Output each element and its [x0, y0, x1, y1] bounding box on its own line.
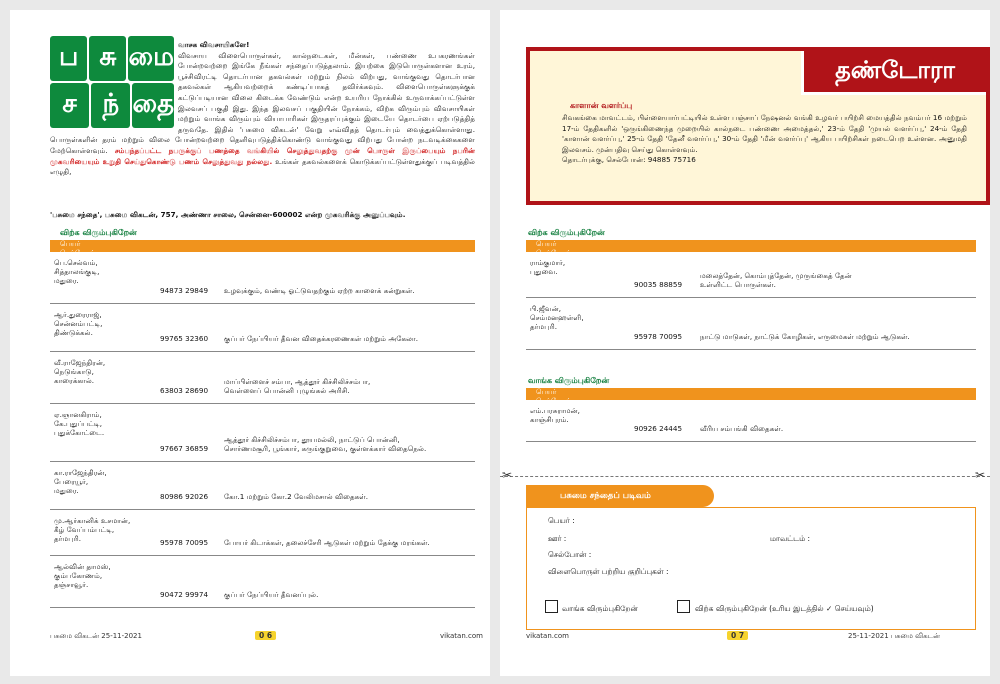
column-header-name: பெயர் — [536, 388, 557, 396]
table-row — [50, 404, 475, 462]
section-heading: வாங்க விரும்புகிறேன் — [528, 376, 610, 385]
seller-name: ஆல்வின் தாமஸ், கும்பகோணம், தஞ்சாவூர். — [54, 562, 111, 589]
seller-name: ஆர்.துரைராஜ், சென்னம்பட்டி, திண்டுக்கல். — [54, 310, 103, 337]
table-row — [50, 352, 475, 404]
intro-warning: சம்பந்தப்பட்ட நபருக்குப் பணத்தை வங்கியில் செலுத்துவதற்கு முன் பொருள் இருப்பையும் நபரின் முகவரியையும் உறுதி செய்துகொண்டு பணம் செலுத்துவது நல்லது. — [50, 145, 475, 166]
table-row — [50, 510, 475, 556]
table-row — [526, 252, 976, 298]
logo-letter: சு — [89, 36, 126, 81]
table-header — [50, 240, 475, 266]
scissors-icon: ✂ — [975, 468, 986, 482]
seller-name: ராம்குமார், புதுவை. — [530, 258, 566, 276]
sell-table-right — [526, 228, 976, 350]
sell-table-left — [50, 228, 475, 608]
seller-goods: மாப்பிள்ளைச் சம்பா, ஆத்தூர் கிச்சிலிச்சம்பா, வெள்ளைப் பொன்னி புழுங்கல் அரிசி. — [224, 377, 371, 395]
column-header-name: பெயர் — [536, 240, 557, 248]
intro-body: விவசாய விளைபொருள்கள், கால்நடைகள், மீன்கள், பண்ணை உபகரணங்கள் போன்றவற்றை இங்கே நீங்கள் சந்தைப்படுத்தலாம். இயற்கை இடுபொருள்களான உரம், பூச்சிவிரட்டி தொடர்பான தகவல்கள் மற்றும் நிலம் விற்பது, வாங்குவது தொடர்பான தகவல்கள் ஆகியவற்றைக் கண்டிப்பாகத் தவிர்க்கவும். விளைபொருள்களுக்குக் கட்டுப்படியான விலை கிடைக்க வேண்டும் என்ற உயரிய நோக்கில் உருவாக்கப்பட்டுள்ள இலவசப் பகுதி இது. இந்த இலவசப் பகுதியின் நோக்கம், விற்க விரும்பும் விவசாயிகள் மற்றும் வாங்க விரும்பும் வியாபாரிகள் இருதரப்புக்கும் இடையே தொடர்பை ஏற்படுத்தித் தருவதே. இதில் 'பசுமை விகடன்' வேறு எவ்விதத் தொடர்பும் வைத்துக்கொள்ளாது. பொருள்களின் தரம் மற்றும் விலை போன்றவற்றை தெளிவுபடுத்திக்கொண்டு வாங்குவது விற்பது போன்ற நடவடிக்கைகளை மேற்கொள்ளவும். — [50, 50, 475, 155]
seller-goods: மலைத்தேன், கொம்புத்தேன், முருங்கைத் தேன் உள்ளிட்ட பொருள்கள். — [700, 271, 852, 289]
seller-name: பெ.செல்வம், சித்தாலங்குடி, மதுரை. — [54, 258, 100, 285]
column-header-name: பெயர் — [60, 240, 81, 248]
column-header-goods: விளைபொருள்கள் — [646, 406, 705, 414]
column-header-goods: விளைபொருள்கள் — [646, 258, 705, 266]
seller-phone: 80986 92026 — [160, 492, 209, 501]
seller-phone: 90035 88859 — [634, 280, 683, 289]
seller-phone: 99765 32360 — [160, 334, 209, 343]
seller-goods: போயர் கிடாக்கள், தலைச்சேரி ஆடுகள் மற்றும் தேக்கு மரங்கள். — [224, 538, 430, 547]
table-header — [526, 388, 976, 414]
seller-name: பி.ஜீவன், செம்மனஹள்ளி, தர்மபுரி. — [530, 304, 584, 331]
buy-checkbox[interactable] — [545, 600, 558, 613]
intro-text — [50, 40, 475, 178]
seller-goods: கோ.1 மற்றும் கோ.2 வேலிமசால் விதைகள். — [224, 492, 369, 501]
seller-phone: 90472 99974 — [160, 590, 209, 599]
seller-goods: ஆத்தூர் கிச்சிலிச்சம்பா, தூயமல்லி, நாட்டுப் பொன்னி, சொர்ணமசூரி, பூங்கார், கருங்குறுவை, குள்ளக்கார் விதைநெல். — [224, 435, 427, 453]
table-header — [526, 240, 976, 266]
page-number-right: 0 7 — [727, 631, 748, 640]
buy-table-right — [526, 376, 976, 442]
seller-name: வீ.ராஜேந்திரன், நெடுங்காடு, காரைக்கால். — [54, 358, 106, 385]
seller-goods: வீரிய சம்பங்கி விதைகள். — [700, 424, 784, 433]
table-row — [526, 298, 976, 350]
logo-letter: ச — [50, 83, 89, 128]
footer-publication-right: 25-11-2021 பசுமை விகடன் — [848, 632, 940, 640]
seller-phone: 63803 28690 — [160, 386, 209, 395]
seller-phone: 97667 36859 — [160, 444, 209, 453]
seller-goods: குப்பர் நேப்பியர் தீவனப்புல். — [224, 590, 319, 599]
dandora-notice — [526, 47, 990, 205]
buy-checkbox-label: வாங்க விரும்புகிறேன் — [562, 604, 638, 613]
form-village-label: ஊர் : — [548, 534, 567, 543]
page-number-left: 0 6 — [255, 631, 276, 640]
form-district-label: மாவட்டம் : — [770, 534, 811, 543]
seller-name: ஏ.ஞானகிராம், கே.புதுப்பட்டி, புதுக்கோட்டை. — [54, 410, 105, 437]
seller-phone: 95978 70095 — [160, 538, 209, 547]
table-row — [50, 462, 475, 510]
sell-checkbox[interactable] — [677, 600, 690, 613]
footer-site-left: vikatan.com — [440, 632, 483, 640]
seller-goods: நாட்டு மாடுகள், நாட்டுக் கோழிகள், எருமைகள் மற்றும் ஆடுகள். — [700, 332, 910, 341]
seller-phone: 94873 29849 — [160, 286, 209, 295]
postal-address: 'பசுமை சந்தை', பசுமை விகடன், 757, அண்ணா சாலை, சென்னை-600002 என்ற முகவரிக்கு அனுப்பவும். — [50, 210, 406, 219]
sell-checkbox-label: விற்க விரும்புகிறேன் (உரிய இடத்தில் ✓ செய்யவும்) — [695, 604, 874, 613]
form-phone-label: செல்போன் : — [548, 550, 592, 559]
dandora-subtitle: காளான் வளர்ப்பு — [570, 101, 633, 110]
intro-greeting: வாசக விவசாயிகளே! — [178, 40, 250, 49]
table-row — [50, 252, 475, 304]
logo-letter: தை — [132, 83, 174, 128]
seller-name: கா.ராஜேந்திரன், பேரையூர், மதுரை. — [54, 468, 107, 495]
dandora-body — [562, 113, 967, 166]
dandora-title: தண்டோரா — [801, 51, 986, 95]
form-title: பசுமை சந்தைப் படிவம் — [526, 485, 714, 507]
form-notes-label: விளைபொருள் பற்றிய குறிப்புகள் : — [548, 567, 669, 576]
logo-letter: ப — [50, 36, 87, 81]
form-name-label: பெயர் : — [548, 516, 575, 525]
dandora-text: சிவகங்கை மாவட்டம், பிள்ளையார்பட்டியில் உள்ள பஞ்சாப் நேஷனல் வங்கி உழவர் பயிற்சி மையத்தில் நவம்பர் 16 மற்றும் 17-ம் தேதிகளில் 'ஒருங்கிணைந்த முறையில் கால்நடை பண்ணை அமைத்தல்,' 23-ம் தேதி 'முயல் வளர்ப்பு,' 24-ம் தேதி 'காளான் வளர்ப்பு,' 25-ம் தேதி 'தேனீ வளர்ப்பு,' 30-ம் தேதி 'மீன் வளர்ப்பு' ஆகிய பயிற்சிகள் நடைபெற உள்ளன. அனுமதி இலவசம். முன்பதிவு செய்து கொள்ளவும். — [562, 113, 967, 154]
dandora-contact: தொடர்புக்கு, செல்போன்: 94885 75716 — [562, 155, 696, 165]
logo-letter: ந் — [91, 83, 130, 128]
logo-letter: மை — [128, 36, 174, 81]
seller-name: எம்.பரசுராமன், காஞ்சிபுரம். — [530, 406, 580, 424]
seller-goods: உழவுக்கும், வண்டி ஓட்டுவதற்கும் ஏற்ற காளைக் கன்றுகள். — [224, 286, 415, 295]
section-heading: விற்க விரும்புகிறேன் — [528, 228, 605, 237]
footer-site-right: vikatan.com — [526, 632, 569, 640]
section-heading: விற்க விரும்புகிறேன் — [60, 228, 137, 237]
column-header-phone: செல்போன் — [536, 249, 572, 257]
footer-publication-left: பசுமை விகடன் 25-11-2021 — [50, 632, 142, 640]
table-row — [526, 400, 976, 442]
column-header-goods: விளைபொருள்கள் — [160, 258, 219, 266]
seller-phone: 95978 70095 — [634, 332, 683, 341]
column-header-phone: செல்போன் — [60, 249, 96, 257]
seller-name: மு.ஆர்கானிக் உசமான், கீழ் வேப்பம்பட்டி, தர்மபுரி. — [54, 516, 131, 543]
table-row — [50, 556, 475, 608]
intro-body-end: உங்கள் தகவல்களைக் கொடுக்கப்பட்டுள்ளதுக்குப் படிவத்தில் எழுதி, — [50, 156, 475, 177]
seller-phone: 90926 24445 — [634, 424, 683, 433]
table-row — [50, 304, 475, 352]
scissors-icon: ✂ — [502, 468, 513, 482]
column-header-phone: செல்போன் — [536, 397, 572, 405]
cut-line — [500, 476, 990, 477]
seller-goods: குப்பர் நேப்பியர் தீவன விதைக்கரணைகள் மற்றும் அகேலா. — [224, 334, 419, 343]
